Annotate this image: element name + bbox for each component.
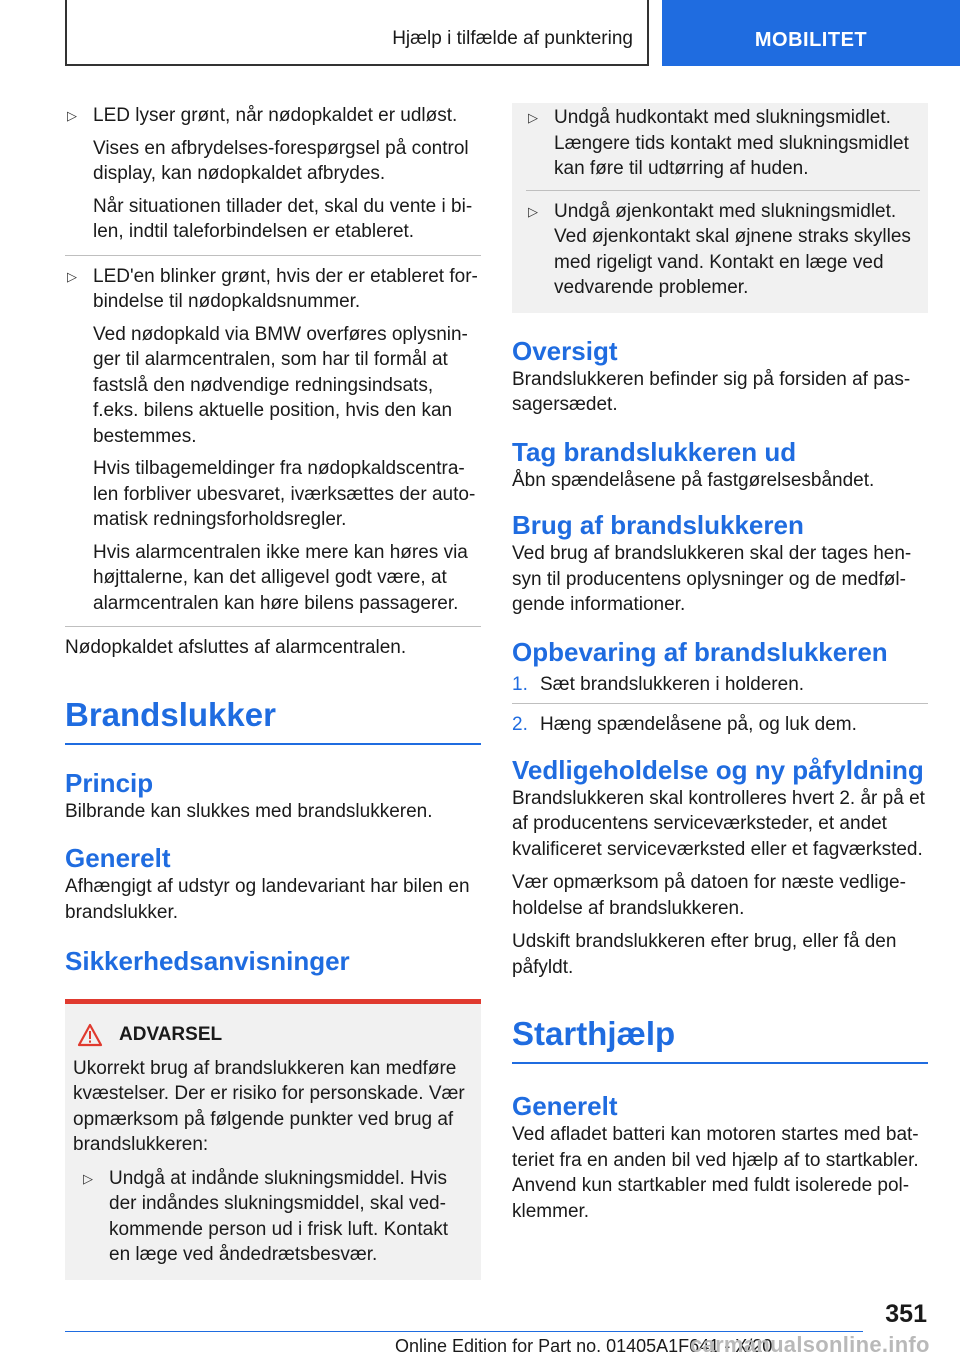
warning-header xyxy=(73,1022,473,1048)
list-item: ▷ Undgå hudkontakt med slukningsmidlet. Længere tids kontakt med slukningsmidlet kan føre til udtørring af huden. xyxy=(528,107,909,179)
heading-generelt-start: Generelt xyxy=(512,1091,618,1121)
right-column: ▷ Undgå hudkontakt med slukningsmidlet. Længere tids kontakt med slukningsmidlet kan føre til udtørring af huden. ▷ Undgå øjenkontakt med slukningsmidlet. Ved øjenkontakt skal øjnene straks skylles med rigeligt vand. Kontakt en læge ved vedvarende problemer. Oversigt Brandslukkeren befinder sig på forsiden af pas-sagersædet. Tag brandslukkeren ud Åbn spændelåsene på fastgørelsesbåndet. Brug af brandslukkeren Ved brug af brandslukkeren skal der tages hen-syn til producentens oplysninger og de medføl-gende informationer. Opbevaring af brandslukkeren 1. Sæt brandslukkeren i holderen. 2. Hæng spændelåsene på, og luk dem. Vedligeholdelse og ny påfyldning Brandslukkeren skal kontrolleres hvert 2. år på et af producentens serviceværksteder, et andet kvalificeret serviceværksted eller et fagværksted. Vær opmærksom på datoen for næste vedlige-holdelse af brandslukkeren. Udskift brandslukkeren efter brug, eller få den påfyldt. Starthjælp Generelt Ved afladet batteri kan motoren startes med bat-teriet fra en anden bil ved hjælp af to startkabler. Anvend kun startkabler med fuldt isolerede pol-klemmer. xyxy=(512,103,928,1232)
warning-box xyxy=(65,999,481,1280)
heading-brandslukker: Brandslukker xyxy=(65,695,276,733)
left-column xyxy=(65,103,481,1280)
closing-paragraph: Nødopkaldet afsluttes af alarmcentralen. xyxy=(65,626,481,661)
list-item: 2. Hæng spændelåsene på, og luk dem. xyxy=(512,703,928,738)
heading-brug: Brug af brandslukkeren xyxy=(512,510,804,540)
list-item: ▷ Undgå øjenkontakt med slukningsmidlet. Ved øjenkontakt skal øjnene straks skylles med rigeligt vand. Kontakt en læge ved vedvarende problemer. xyxy=(526,190,920,301)
heading-vedligeholdelse: Vedligeholdelse og ny påfyldning xyxy=(512,754,924,785)
princip-text: Bilbrande kan slukkes med brandslukkeren. xyxy=(65,800,433,822)
triangle-bullet-icon: ▷ xyxy=(67,268,77,284)
heading-princip: Princip xyxy=(65,767,154,798)
heading-oversigt: Oversigt xyxy=(512,335,618,366)
warning-text: Ukorrekt brug af brandslukkeren kan medføre kvæstelser. Der er risiko for personskade. Vær opmærksom på følgende punkter ved brug af brandslukkeren: xyxy=(73,1057,465,1155)
heading-rule xyxy=(512,1062,928,1064)
triangle-bullet-icon: ▷ xyxy=(528,110,538,125)
section-title: Hjælp i tilfælde af punktering xyxy=(392,28,633,49)
list-item: ▷ Undgå at indånde slukningsmiddel. Hvis der indåndes slukningsmiddel, skal ved-kommende person ud i frisk luft. Kontakt en læge ved åndedrætsbesvær. xyxy=(83,1167,448,1265)
heading-generelt: Generelt xyxy=(65,843,171,873)
brug-text: Ved brug af brandslukkeren skal der tages hen-syn til producentens oplysninger og de medføl-gende informationer. xyxy=(512,543,912,615)
tag-ud-text: Åbn spændelåsene på fastgørelsesbåndet. xyxy=(512,469,875,491)
triangle-bullet-icon: ▷ xyxy=(83,1170,93,1186)
list-item: ▷ LED lyser grønt, når nødopkaldet er udløst. Vises en afbrydelses-forespørgsel på control display, kan nødopkaldet afbrydes. Når situationen tillader det, skal du vente i bi-len, indtil taleforbindelsen er etableret. xyxy=(67,105,473,242)
watermark: carmanualsonline.info xyxy=(690,1332,930,1357)
chapter-tab[interactable] xyxy=(662,0,960,66)
oversigt-text: Brandslukkeren befinder sig på forsiden af pas-sagersædet. xyxy=(512,368,911,415)
list-item: 1. Sæt brandslukkeren i holderen. xyxy=(512,673,805,695)
footer-edition: Online Edition for Part no. 01405A1F641 - X/20 xyxy=(395,1336,773,1356)
heading-tag-ud: Tag brandslukkeren ud xyxy=(512,436,797,467)
heading-starthjaelp: Starthjælp xyxy=(512,1015,676,1052)
warning-box-continued xyxy=(512,103,928,313)
header-frame xyxy=(65,0,649,66)
page-number: 351 xyxy=(885,1300,927,1328)
warning-label: ADVARSEL xyxy=(119,1024,223,1045)
generelt-text: Afhængigt af udstyr og landevariant har bilen en brandslukker. xyxy=(65,876,470,923)
triangle-bullet-icon: ▷ xyxy=(528,203,538,219)
heading-sikkerhed: Sikkerhedsanvisninger xyxy=(65,946,350,976)
heading-opbevaring: Opbevaring af brandslukkeren xyxy=(512,636,888,667)
chapter-tab-label: MOBILITET xyxy=(754,29,868,51)
warning-triangle-icon xyxy=(77,1023,103,1047)
generelt-start-text: Ved afladet batteri kan motoren startes med bat-teriet fra en anden bil ved hjælp af to startkabler. Anvend kun startkabler med fuldt isolerede pol-klemmer. xyxy=(512,1124,919,1222)
list-item: ▷ LED'en blinker grønt, hvis der er etableret for-bindelse til nødopkaldsnummer. Ved nødopkald via BMW overføres oplysnin-ger til alarmcentralen, som har til formål at fastslå den nødvendige redningsindsats, f.eks. bilens aktuelle position, hvis den kan bestemmes. Hvis tilbagemeldinger fra nødopkaldscentra-len forbliver ubesvaret, iværksættes der auto-matisk redningsforholdsregler. Hvis alarmcentralen ikke mere kan høres via højttalerne, kan det alligevel godt være, at alarmcentralen kan høre bilens passagerer. xyxy=(65,255,481,617)
heading-rule xyxy=(65,743,481,745)
triangle-bullet-icon: ▷ xyxy=(67,108,77,123)
